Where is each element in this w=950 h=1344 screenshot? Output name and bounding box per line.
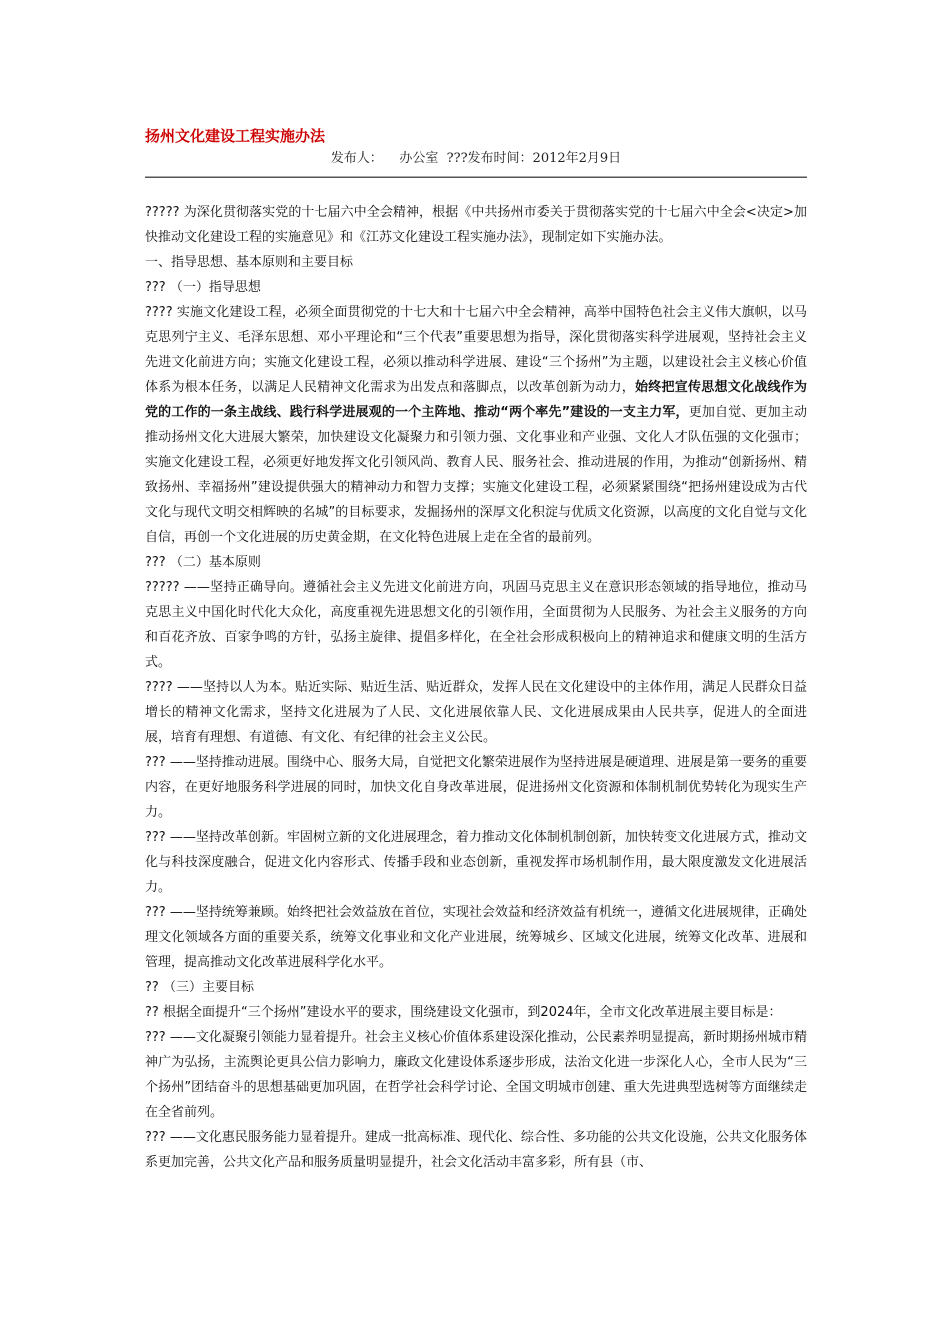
publisher-value: 办公室 — [399, 151, 439, 166]
paragraph-lead: ??? — [145, 1130, 166, 1145]
paragraph-goal — [145, 1125, 807, 1175]
paragraph-text: 为深化贯彻落实党的十七届六中全会精神，根据《中共扬州市委关于贯彻落实党的十七届六中全会<决定>加快推动文化建设工程的实施意见》和《江苏文化建设工程实施办法》，现制定如下实施办法。 — [145, 205, 807, 245]
paragraph-lead: ??? — [145, 755, 166, 770]
paragraph-lead: ???? — [145, 680, 173, 695]
paragraph-tail-text: 更加自觉、更加主动推动扬州文化大进展大繁荣，加快建设文化凝聚力和引领力强、文化事业和产业强、文化人才队伍强的文化强市；实施文化建设工程，必须更好地发挥文化引领风尚、教育人民、服务社会、推动进展的作用，为推动“创新扬州、精致扬州、幸福扬州”建设提供强大的精神动力和智力支撑；实施文化建设工程，必须紧紧围绕“把扬州建设成为古代文化与现代文明交相辉映的名城”的目标要求，发掘扬州的深厚文化积淀与优质文化资源，以高度的文化自觉与文化自信，再创一个文化进展的历史黄金期，在文化特色进展上走在全省的最前列。 — [145, 405, 807, 545]
paragraph-lead: ????? — [145, 580, 180, 595]
paragraph-goal — [145, 1025, 807, 1125]
paragraph-lead: ??? — [145, 555, 166, 570]
paragraph-principle — [145, 675, 807, 750]
document-body — [145, 200, 807, 1175]
paragraph-principle — [145, 825, 807, 900]
paragraph-text: （一）指导思想 — [169, 280, 261, 295]
paragraph-lead: ??? — [145, 1030, 166, 1045]
publisher-label: 发布人： — [330, 151, 383, 166]
publish-info — [145, 149, 807, 169]
paragraph-text: 一、指导思想、基本原则和主要目标 — [145, 255, 354, 270]
paragraph-text: ——坚持正确导向。遵循社会主义先进文化前进方向，巩固马克思主义在意识形态领域的指导地位，推动马克思主义中国化时代化大众化，高度重视先进思想文化的引领作用，全面贯彻为人民服务、为社会主义服务的方向和百花齐放、百家争鸣的方针，弘扬主旋律、提倡多样化，在全社会形成积极向上的精神追求和健康文明的生活方式。 — [145, 580, 807, 670]
paragraph-lead: ?? — [145, 980, 159, 995]
paragraph-text: ——坚持改革创新。牢固树立新的文化进展理念，着力推动文化体制机制创新，加快转变文化进展方式，推动文化与科技深度融合，促进文化内容形式、传播手段和业态创新，重视发挥市场机制作用，最大限度激发文化进展活力。 — [145, 830, 807, 895]
paragraph-lead: ??? — [145, 280, 166, 295]
paragraph-lead: ??? — [145, 830, 166, 845]
paragraph-text: ——坚持以人为本。贴近实际、贴近生活、贴近群众，发挥人民在文化建设中的主体作用，满足人民群众日益增长的精神文化需求，坚持文化进展为了人民、文化进展依靠人民、文化进展成果由人民共享，促进人的全面进展，培育有理想、有道德、有文化、有纪律的社会主义公民。 — [145, 680, 807, 745]
publish-date: 2012年2月9日 — [532, 151, 622, 166]
paragraph-text: 实施文化建设工程，必须全面贯彻党的十七大和十七届六中全会精神，高举中国特色社会主义伟大旗帜，以马克思列宁主义、毛泽东思想、邓小平理论和“三个代表”重要思想为指导，深化贯彻落实科学进展观，坚持社会主义先进文化前进方向；实施文化建设工程，必须以推动科学进展、建设“三个扬州”为主题，以建设社会主义核心价值体系为根本任务，以满足人民精神文化需求为出发点和落脚点，以改革创新为动力， — [145, 305, 807, 395]
paragraph-lead: ?? — [145, 1005, 159, 1020]
paragraph-intro — [145, 200, 807, 250]
paragraph-text: ——文化凝聚引领能力显着提升。社会主义核心价值体系建设深化推动，公民素养明显提高，新时期扬州城市精神广为弘扬，主流舆论更具公信力影响力，廉政文化建设体系逐步形成，法治文化进一步深化人心，全市人民为“三个扬州”团结奋斗的思想基础更加巩固，在哲学社会科学讨论、全国文明城市创建、重大先进典型选树等方面继续走在全省前列。 — [145, 1030, 807, 1120]
document-page — [145, 126, 807, 1175]
subsection-heading — [145, 550, 807, 575]
document-title: 扬州文化建设工程实施办法 — [145, 127, 326, 145]
paragraph-goals-intro — [145, 1000, 807, 1025]
paragraph-text: ——坚持推动进展。围绕中心、服务大局，自觉把文化繁荣进展作为坚持进展是硬道理、进展是第一要务的重要内容，在更好地服务科学进展的同时，加快文化自身改革进展，促进扬州文化资源和体制机制优势转化为现实生产力。 — [145, 755, 807, 820]
section-heading — [145, 250, 807, 275]
paragraph-text: 根据全面提升“三个扬州”建设水平的要求，围绕建设文化强市，到2024年，全市文化改革进展主要目标是： — [162, 1005, 782, 1020]
subsection-heading — [145, 975, 807, 1000]
paragraph-text: （三）主要目标 — [162, 980, 254, 995]
paragraph-principle — [145, 900, 807, 975]
paragraph-bold-text: 始终把宣传思想文化战线作为党的工作的一条主战线、践行科学进展观的一个主阵地、推动“两个率先”建设的一支主力军， — [145, 380, 807, 420]
paragraph-lead: ???? — [145, 305, 173, 320]
paragraph-lead: ??? — [145, 905, 166, 920]
paragraph-principle — [145, 575, 807, 675]
paragraph-text: ——文化惠民服务能力显着提升。建成一批高标准、现代化、综合性、多功能的公共文化设施，公共文化服务体系更加完善，公共文化产品和服务质量明显提升，社会文化活动丰富多彩，所有县（市、 — [145, 1130, 807, 1170]
header-divider — [145, 176, 807, 178]
publish-time-label: ???发布时间： — [446, 151, 533, 166]
subsection-heading — [145, 275, 807, 300]
paragraph-text: （二）基本原则 — [169, 555, 261, 570]
paragraph-text: ——坚持统筹兼顾。始终把社会效益放在首位，实现社会效益和经济效益有机统一，遵循文化进展规律，正确处理文化领域各方面的重要关系，统筹文化事业和文化产业进展，统筹城乡、区域文化进展，统筹文化改革、进展和管理，提高推动文化改革进展科学化水平。 — [145, 905, 807, 970]
paragraph-lead: ????? — [145, 205, 180, 220]
paragraph-guiding-thought — [145, 300, 807, 550]
paragraph-principle — [145, 750, 807, 825]
